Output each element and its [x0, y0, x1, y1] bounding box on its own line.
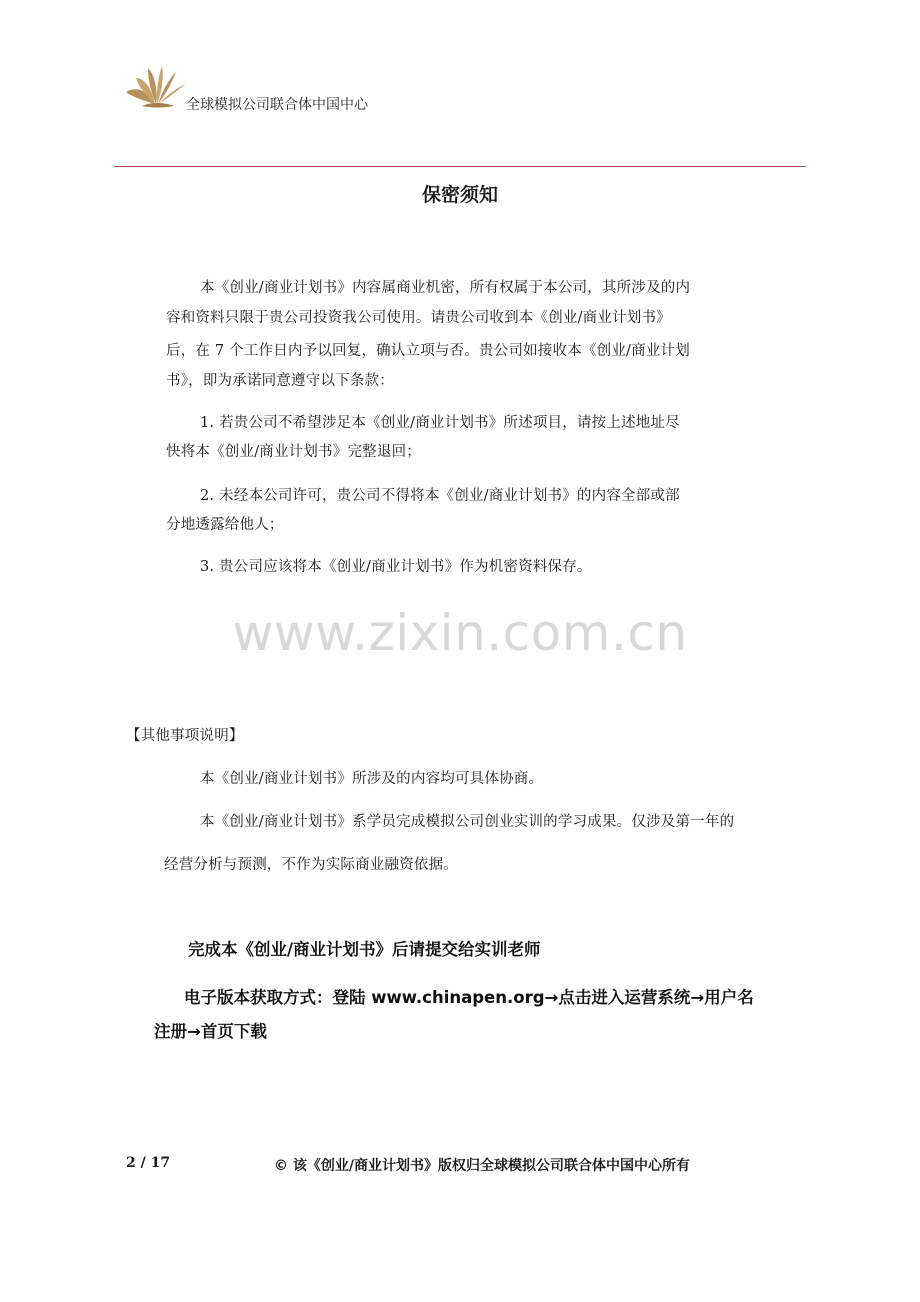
page-number: 2 / 17: [126, 1155, 171, 1171]
lotus-logo-icon: [122, 64, 188, 110]
submit-note: 完成本《创业/商业计划书》后请提交给实训老师: [188, 940, 541, 959]
other-line: 本《创业/商业计划书》所涉及的内容均可具体协商。: [200, 771, 544, 787]
clause-1: 1. 若贵公司不希望涉足本《创业/商业计划书》所述项目，请按上述地址尽: [200, 415, 680, 431]
clause-2: 2. 未经本公司许可，贵公司不得将本《创业/商业计划书》的内容全部或部: [200, 488, 680, 504]
other-line: 经营分析与预测，不作为实际商业融资依据。: [164, 857, 458, 873]
intro-line: 后，在 7 个工作日内予以回复，确认立项与否。贵公司如接收本《创业/商业计划: [166, 343, 690, 359]
clause-3: 3. 贵公司应该将本《创业/商业计划书》作为机密资料保存。: [200, 559, 592, 575]
other-line: 本《创业/商业计划书》系学员完成模拟公司创业实训的学习成果。仅涉及第一年的: [200, 814, 735, 830]
clause-2-cont: 分地透露给他人；: [166, 517, 284, 533]
copyright-notice: © 该《创业/商业计划书》版权归全球模拟公司联合体中国中心所有: [274, 1158, 690, 1174]
intro-line: 容和资料只限于贵公司投资我公司使用。请贵公司收到本《创业/商业计划书》: [166, 310, 671, 326]
other-section-heading: 【其他事项说明】: [126, 728, 244, 744]
watermark: www.zixin.com.cn: [232, 604, 688, 662]
clause-1-cont: 快将本《创业/商业计划书》完整退回；: [166, 444, 421, 460]
page-title: 保密须知: [421, 184, 498, 206]
intro-line: 本《创业/商业计划书》内容属商业机密，所有权属于本公司，其所涉及的内: [200, 280, 691, 296]
download-note: 电子版本获取方式：登陆 www.chinapen.org→点击进入运营系统→用户名: [184, 988, 754, 1007]
header-divider: [114, 166, 806, 167]
download-note-cont: 注册→首页下载: [154, 1022, 267, 1041]
org-name: 全球模拟公司联合体中国中心: [186, 97, 368, 113]
intro-line: 书》，即为承诺同意遵守以下条款：: [166, 373, 394, 389]
